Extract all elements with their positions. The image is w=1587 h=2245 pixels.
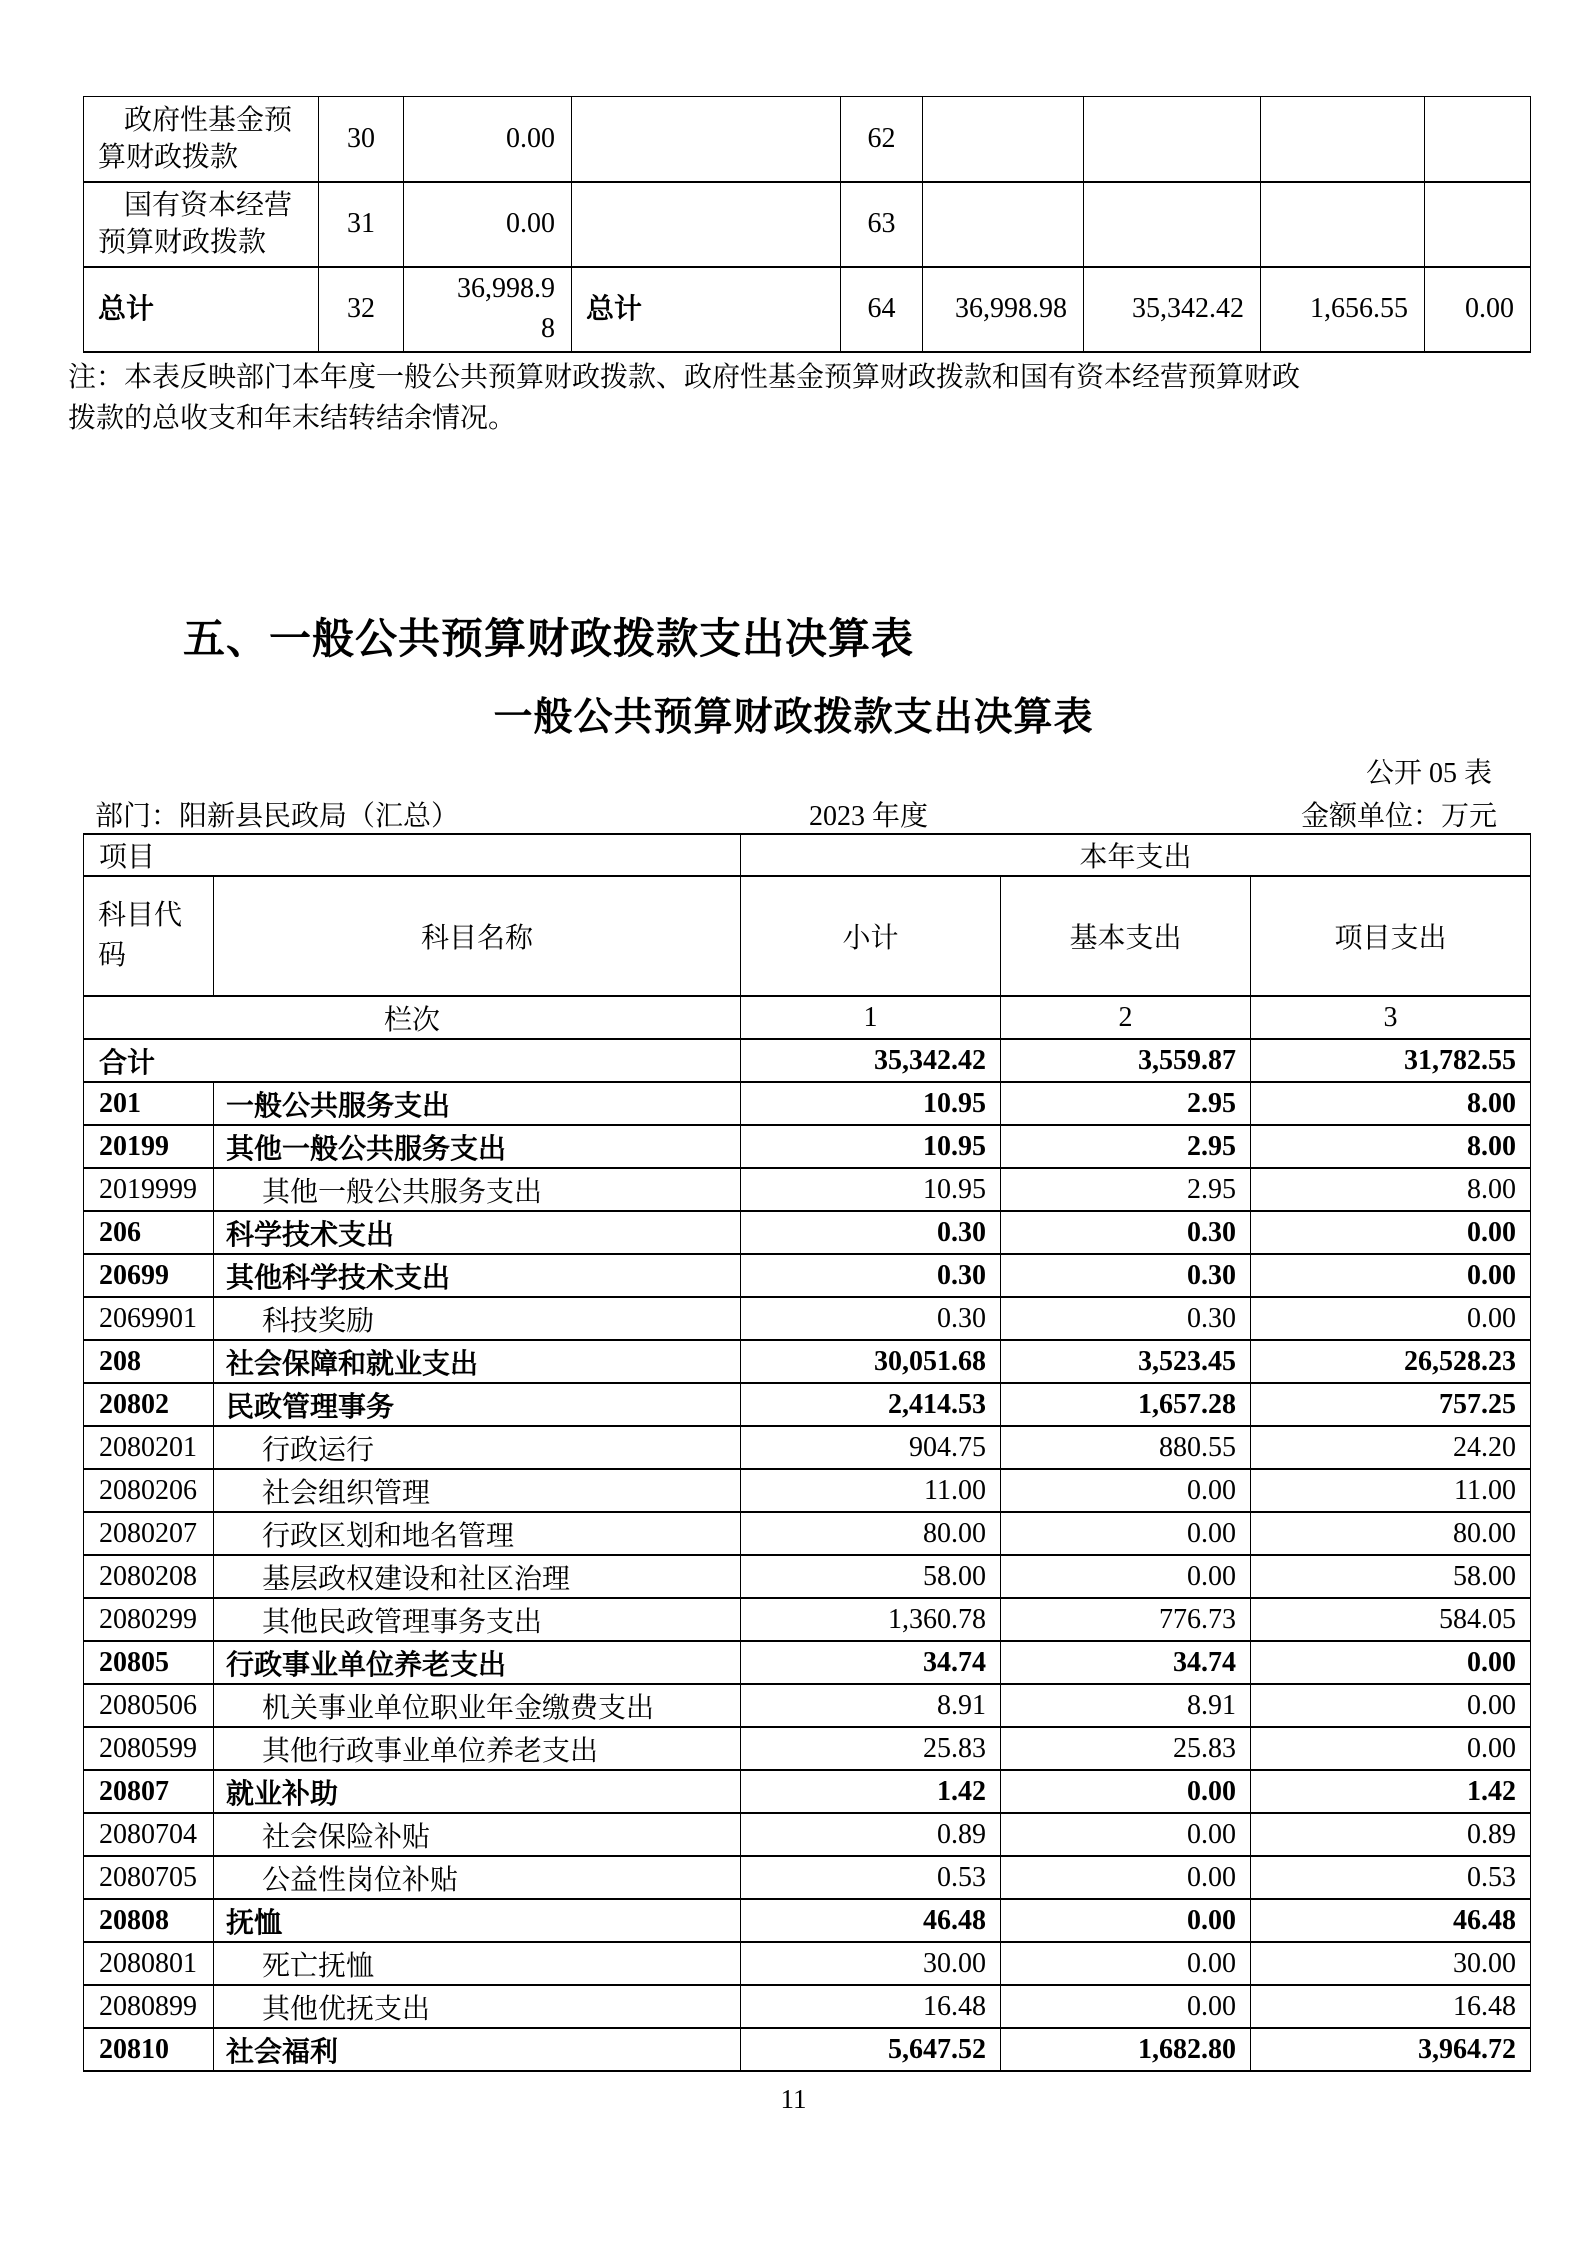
- department-label: 部门：阳新县民政局（汇总）: [95, 801, 460, 832]
- amount-cell: 16.48: [741, 1985, 1001, 2028]
- amount-cell: 2.95: [1001, 1168, 1251, 1211]
- table-row: [84, 1641, 1531, 1684]
- amount-cell: 757.25: [1251, 1383, 1531, 1426]
- subject-name: 机关事业单位职业年金缴费支出: [214, 1684, 741, 1727]
- amount-cell: 0.30: [741, 1297, 1001, 1340]
- amount-cell: 3,559.87: [1001, 1039, 1251, 1082]
- header-code: 科目代码: [84, 876, 214, 996]
- amount-cell: 58.00: [741, 1555, 1001, 1598]
- header-name: 科目名称: [214, 876, 741, 996]
- unit-label: 金额单位：万元: [1300, 801, 1497, 832]
- summary-cell: 0.00: [1425, 267, 1531, 352]
- amount-cell: 0.00: [1001, 1856, 1251, 1899]
- summary-cell: 35,342.42: [1084, 267, 1261, 352]
- subject-code: 20808: [84, 1899, 214, 1942]
- amount-cell: 80.00: [741, 1512, 1001, 1555]
- summary-table-body: [84, 97, 1531, 352]
- subject-name: 其他民政管理事务支出: [214, 1598, 741, 1641]
- subject-name: 行政运行: [214, 1426, 741, 1469]
- subject-code: 2080899: [84, 1985, 214, 2028]
- amount-cell: 0.53: [1251, 1856, 1531, 1899]
- amount-cell: 11.00: [1251, 1469, 1531, 1512]
- subject-name: 公益性岗位补贴: [214, 1856, 741, 1899]
- summary-cell: 0.00: [404, 97, 572, 182]
- subject-name: 其他优抚支出: [214, 1985, 741, 2028]
- subject-name: 社会保险补贴: [214, 1813, 741, 1856]
- total-label: 合计: [84, 1039, 741, 1082]
- amount-cell: 0.00: [1251, 1641, 1531, 1684]
- amount-cell: 0.30: [1001, 1297, 1251, 1340]
- table-code: 公开 05 表: [1365, 758, 1492, 789]
- subject-code: 20199: [84, 1125, 214, 1168]
- amount-cell: 0.00: [1251, 1727, 1531, 1770]
- header-basic: 基本支出: [1001, 876, 1251, 996]
- subject-code: 2080299: [84, 1598, 214, 1641]
- amount-cell: 1,657.28: [1001, 1383, 1251, 1426]
- amount-cell: 8.00: [1251, 1125, 1531, 1168]
- subject-code: 2019999: [84, 1168, 214, 1211]
- header-row-rank: [84, 996, 1531, 1039]
- summary-cell: 32: [319, 267, 404, 352]
- header-project: 项目支出: [1251, 876, 1531, 996]
- summary-cell: 64: [841, 267, 923, 352]
- table-row: [84, 1985, 1531, 2028]
- amount-cell: 0.89: [1251, 1813, 1531, 1856]
- subject-name: 基层政权建设和社区治理: [214, 1555, 741, 1598]
- table-row: [84, 1942, 1531, 1985]
- subject-name: 社会保障和就业支出: [214, 1340, 741, 1383]
- header-current-year: 本年支出: [741, 834, 1531, 876]
- amount-cell: 16.48: [1251, 1985, 1531, 2028]
- subject-name: 其他科学技术支出: [214, 1254, 741, 1297]
- table-row: [84, 1426, 1531, 1469]
- amount-cell: 1,360.78: [741, 1598, 1001, 1641]
- table-row: [84, 1598, 1531, 1641]
- summary-cell: [572, 97, 841, 182]
- subject-code: 2080201: [84, 1426, 214, 1469]
- amount-cell: 0.30: [741, 1211, 1001, 1254]
- amount-cell: 34.74: [1001, 1641, 1251, 1684]
- summary-cell: 总计: [84, 267, 319, 352]
- table-row: [84, 1555, 1531, 1598]
- amount-cell: 8.91: [1001, 1684, 1251, 1727]
- amount-cell: 0.53: [741, 1856, 1001, 1899]
- amount-cell: 25.83: [1001, 1727, 1251, 1770]
- amount-cell: 30.00: [741, 1942, 1001, 1985]
- table-row: [84, 1340, 1531, 1383]
- subject-name: 社会组织管理: [214, 1469, 741, 1512]
- amount-cell: 46.48: [1251, 1899, 1531, 1942]
- amount-cell: 0.00: [1251, 1684, 1531, 1727]
- expense-table-body: [84, 1039, 1531, 2071]
- subject-code: 2080704: [84, 1813, 214, 1856]
- amount-cell: 0.30: [1001, 1211, 1251, 1254]
- header-row-columns: [84, 876, 1531, 996]
- summary-cell: [1084, 97, 1261, 182]
- amount-cell: 10.95: [741, 1082, 1001, 1125]
- amount-cell: 8.00: [1251, 1168, 1531, 1211]
- table-row: [84, 1856, 1531, 1899]
- amount-cell: 0.30: [1001, 1254, 1251, 1297]
- summary-cell: [1261, 182, 1425, 267]
- summary-cell: 0.00: [404, 182, 572, 267]
- table-row: [84, 1082, 1531, 1125]
- table-meta: [83, 794, 1530, 832]
- amount-cell: 80.00: [1251, 1512, 1531, 1555]
- summary-cell: 1,656.55: [1261, 267, 1425, 352]
- subject-code: 20699: [84, 1254, 214, 1297]
- table-row: [84, 1039, 1531, 1082]
- header-row-item: [84, 834, 1531, 876]
- subject-code: 2080206: [84, 1469, 214, 1512]
- summary-cell: 政府性基金预算财政拨款: [84, 97, 319, 182]
- subject-code: 20802: [84, 1383, 214, 1426]
- amount-cell: 26,528.23: [1251, 1340, 1531, 1383]
- summary-cell: 总计: [572, 267, 841, 352]
- summary-cell: 31: [319, 182, 404, 267]
- rank-label: 栏次: [84, 996, 741, 1039]
- subject-code: 206: [84, 1211, 214, 1254]
- summary-cell: [1425, 182, 1531, 267]
- table-row: [84, 1727, 1531, 1770]
- table-row: [84, 1383, 1531, 1426]
- amount-cell: 0.30: [741, 1254, 1001, 1297]
- table-title: 一般公共预算财政拨款支出决算表: [493, 696, 1094, 739]
- subject-code: 2069901: [84, 1297, 214, 1340]
- table-row: [84, 1125, 1531, 1168]
- summary-cell: 36,998.98: [923, 267, 1084, 352]
- amount-cell: 2,414.53: [741, 1383, 1001, 1426]
- rank-2: 2: [1001, 996, 1251, 1039]
- amount-cell: 0.00: [1001, 1813, 1251, 1856]
- summary-cell: [1084, 182, 1261, 267]
- section-heading: 五、一般公共预算财政拨款支出决算表: [183, 615, 915, 662]
- subject-code: 2080207: [84, 1512, 214, 1555]
- amount-cell: 0.00: [1001, 1985, 1251, 2028]
- amount-cell: 0.00: [1251, 1297, 1531, 1340]
- summary-row: [84, 182, 1531, 267]
- header-item: 项目: [84, 834, 741, 876]
- amount-cell: 0.00: [1251, 1254, 1531, 1297]
- amount-cell: 3,964.72: [1251, 2028, 1531, 2071]
- summary-cell: [1425, 97, 1531, 182]
- amount-cell: 10.95: [741, 1125, 1001, 1168]
- amount-cell: 2.95: [1001, 1125, 1251, 1168]
- summary-cell: 国有资本经营预算财政拨款: [84, 182, 319, 267]
- table-row: [84, 1684, 1531, 1727]
- amount-cell: 904.75: [741, 1426, 1001, 1469]
- subject-name: 行政事业单位养老支出: [214, 1641, 741, 1684]
- rank-1: 1: [741, 996, 1001, 1039]
- subject-name: 就业补助: [214, 1770, 741, 1813]
- subject-name: 抚恤: [214, 1899, 741, 1942]
- rank-3: 3: [1251, 996, 1531, 1039]
- subject-code: 2080599: [84, 1727, 214, 1770]
- subject-name: 科技奖励: [214, 1297, 741, 1340]
- subject-code: 208: [84, 1340, 214, 1383]
- amount-cell: 0.00: [1001, 1899, 1251, 1942]
- subject-code: 201: [84, 1082, 214, 1125]
- header-subtotal: 小计: [741, 876, 1001, 996]
- subject-code: 2080208: [84, 1555, 214, 1598]
- subject-name: 民政管理事务: [214, 1383, 741, 1426]
- subject-name: 科学技术支出: [214, 1211, 741, 1254]
- amount-cell: 1.42: [1251, 1770, 1531, 1813]
- amount-cell: 0.00: [1001, 1469, 1251, 1512]
- subject-name: 死亡抚恤: [214, 1942, 741, 1985]
- amount-cell: 10.95: [741, 1168, 1001, 1211]
- amount-cell: 5,647.52: [741, 2028, 1001, 2071]
- summary-cell: 62: [841, 97, 923, 182]
- amount-cell: 1.42: [741, 1770, 1001, 1813]
- amount-cell: 584.05: [1251, 1598, 1531, 1641]
- subject-code: 20810: [84, 2028, 214, 2071]
- amount-cell: 0.00: [1001, 1512, 1251, 1555]
- page-number: 11: [780, 2084, 807, 2114]
- table-row: [84, 1899, 1531, 1942]
- subject-name: 其他一般公共服务支出: [214, 1168, 741, 1211]
- subject-code: 20805: [84, 1641, 214, 1684]
- amount-cell: 8.91: [741, 1684, 1001, 1727]
- summary-row: [84, 97, 1531, 182]
- amount-cell: 0.00: [1251, 1211, 1531, 1254]
- table-row: [84, 1469, 1531, 1512]
- amount-cell: 35,342.42: [741, 1039, 1001, 1082]
- subject-code: 2080705: [84, 1856, 214, 1899]
- amount-cell: 1,682.80: [1001, 2028, 1251, 2071]
- amount-cell: 58.00: [1251, 1555, 1531, 1598]
- amount-cell: 776.73: [1001, 1598, 1251, 1641]
- table-row: [84, 1770, 1531, 1813]
- amount-cell: 0.00: [1001, 1942, 1251, 1985]
- table-row: [84, 1813, 1531, 1856]
- subject-code: 2080801: [84, 1942, 214, 1985]
- amount-cell: 0.00: [1001, 1770, 1251, 1813]
- table-row: [84, 1297, 1531, 1340]
- table-row: [84, 1211, 1531, 1254]
- amount-cell: 2.95: [1001, 1082, 1251, 1125]
- amount-cell: 46.48: [741, 1899, 1001, 1942]
- fiscal-year-label: 2023 年度: [809, 801, 929, 832]
- summary-cell: [923, 97, 1084, 182]
- subject-code: 2080506: [84, 1684, 214, 1727]
- table-row: [84, 1168, 1531, 1211]
- summary-cell: [923, 182, 1084, 267]
- amount-cell: 11.00: [741, 1469, 1001, 1512]
- subject-code: 20807: [84, 1770, 214, 1813]
- table-row: [84, 1512, 1531, 1555]
- table-note: 注：本表反映部门本年度一般公共预算财政拨款、政府性基金预算财政拨款和国有资本经营预算财政拨款的总收支和年末结转结余情况。: [68, 362, 1301, 434]
- summary-cell: [572, 182, 841, 267]
- amount-cell: 30.00: [1251, 1942, 1531, 1985]
- summary-cell: 36,998.98: [404, 267, 572, 352]
- summary-cell: 63: [841, 182, 923, 267]
- subject-name: 社会福利: [214, 2028, 741, 2071]
- table-row: [84, 2028, 1531, 2071]
- amount-cell: 0.89: [741, 1813, 1001, 1856]
- amount-cell: 30,051.68: [741, 1340, 1001, 1383]
- summary-table-continuation: [83, 96, 1531, 353]
- table-row: [84, 1254, 1531, 1297]
- expense-table: [83, 833, 1531, 2072]
- summary-row: [84, 267, 1531, 352]
- amount-cell: 3,523.45: [1001, 1340, 1251, 1383]
- subject-name: 一般公共服务支出: [214, 1082, 741, 1125]
- subject-name: 行政区划和地名管理: [214, 1512, 741, 1555]
- amount-cell: 0.00: [1001, 1555, 1251, 1598]
- amount-cell: 34.74: [741, 1641, 1001, 1684]
- amount-cell: 31,782.55: [1251, 1039, 1531, 1082]
- amount-cell: 8.00: [1251, 1082, 1531, 1125]
- subject-name: 其他一般公共服务支出: [214, 1125, 741, 1168]
- amount-cell: 24.20: [1251, 1426, 1531, 1469]
- summary-cell: 30: [319, 97, 404, 182]
- amount-cell: 25.83: [741, 1727, 1001, 1770]
- subject-name: 其他行政事业单位养老支出: [214, 1727, 741, 1770]
- amount-cell: 880.55: [1001, 1426, 1251, 1469]
- summary-cell: [1261, 97, 1425, 182]
